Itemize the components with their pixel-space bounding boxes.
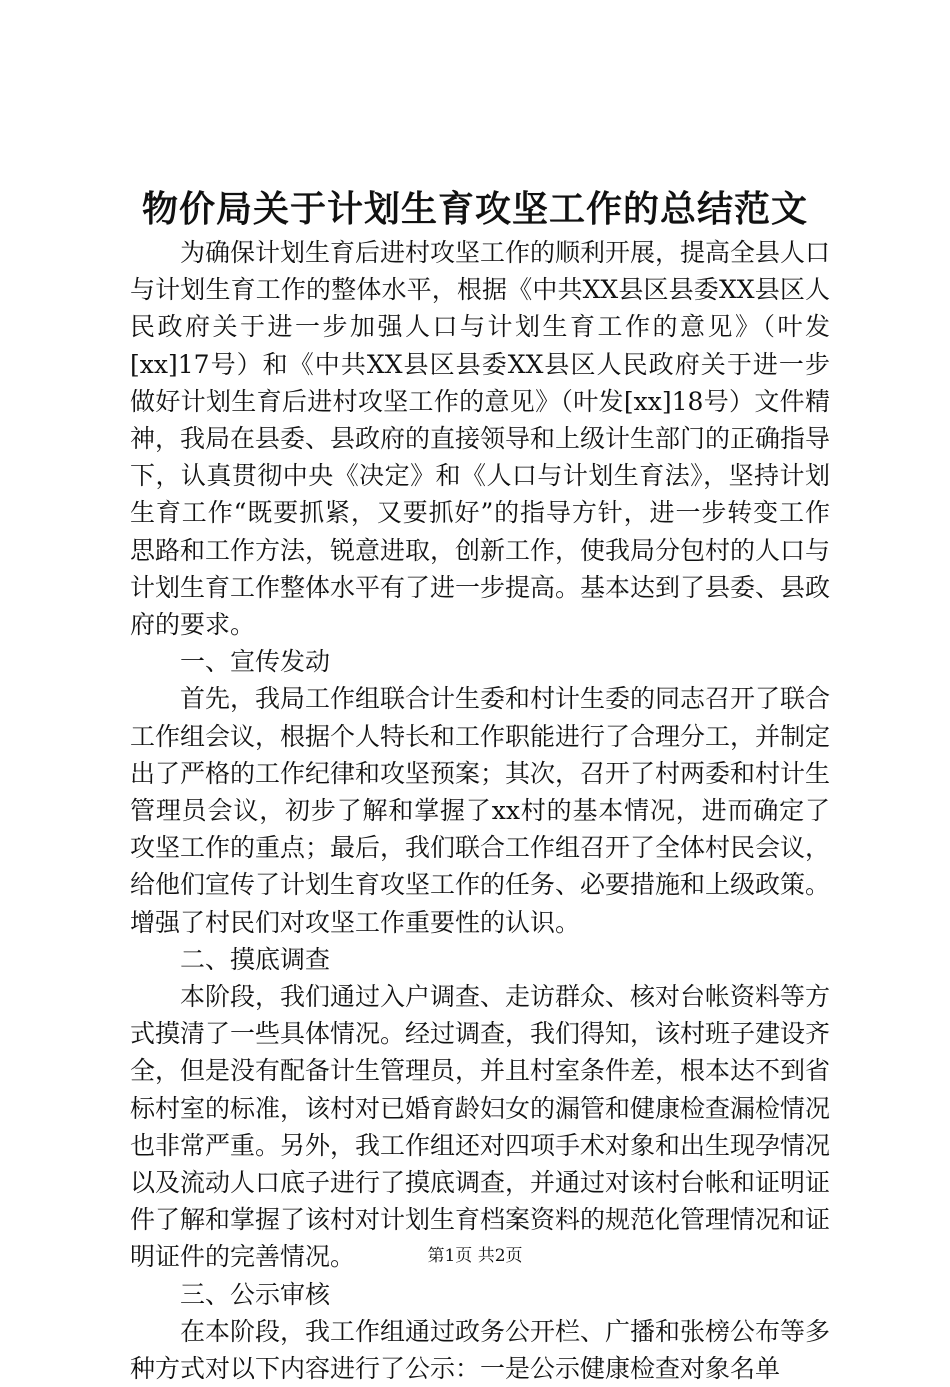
review-paragraph: 在本阶段，我工作组通过政务公开栏、广播和张榜公布等多种方式对以下内容进行了公示：一是公示健康检查对象名单 [130, 1316, 831, 1384]
survey-paragraph: 本阶段，我们通过入户调查、走访群众、核对台帐资料等方式摸清了一些具体情况。经过调查，我们得知，该村班子建设齐全，但是没有配备计生管理员，并且村室条件差，根本达不到省标村室的标准，该村对已婚育龄妇女的漏管和健康检查漏检情况也非常严重。另外，我工作组还对四项手术对象和出生现孕情况以及流动人口底子进行了摸底调查，并通过对该村台帐和证明证件了解和掌握了该村对计划生育档案资料的规范化管理情况和证明证件的完善情况。 [130, 982, 831, 1272]
section-heading-review: 三、公示审核 [180, 1279, 331, 1309]
intro-paragraph: 为确保计划生育后进村攻坚工作的顺利开展，提高全县人口与计划生育工作的整体水平，根据《中共XX县区县委XX县区人民政府关于进一步加强人口与计划生育工作的意见》（叶发[xx]17号）和《中共XX县区县委XX县区人民政府关于进一步做好计划生育后进村攻坚工作的意见》（叶发[xx]18号）文件精神，我局在县委、县政府的直接领导和上级计生部门的正确指导下，认真贯彻中央《决定》和《人口与计划生育法》，坚持计划生育工作“既要抓紧，又要抓好”的指导方针，进一步转变工作思路和工作方法，锐意进取，创新工作，使我局分包村的人口与计划生育工作整体水平有了进一步提高。基本达到了县委、县政府的要求。 [130, 238, 831, 640]
publicity-paragraph: 首先，我局工作组联合计生委和村计生委的同志召开了联合工作组会议，根据个人特长和工作职能进行了合理分工，并制定出了严格的工作纪律和攻坚预案；其次，召开了村两委和村计生管理员会议，初步了解和掌握了xx村的基本情况，进而确定了攻坚工作的重点；最后，我们联合工作组召开了全体村民会议，给他们宣传了计划生育攻坚工作的任务、必要措施和上级政策。增强了村民们对攻坚工作重要性的认识。 [130, 684, 831, 937]
document-body [130, 234, 830, 1387]
document-title: 物价局关于计划生育攻坚工作的总结范文 [141, 188, 808, 230]
section-heading-survey: 二、摸底调查 [180, 944, 331, 974]
page-footer: 第1页 共2页 [427, 1246, 523, 1266]
section-heading-publicity: 一、宣传发动 [180, 647, 331, 677]
